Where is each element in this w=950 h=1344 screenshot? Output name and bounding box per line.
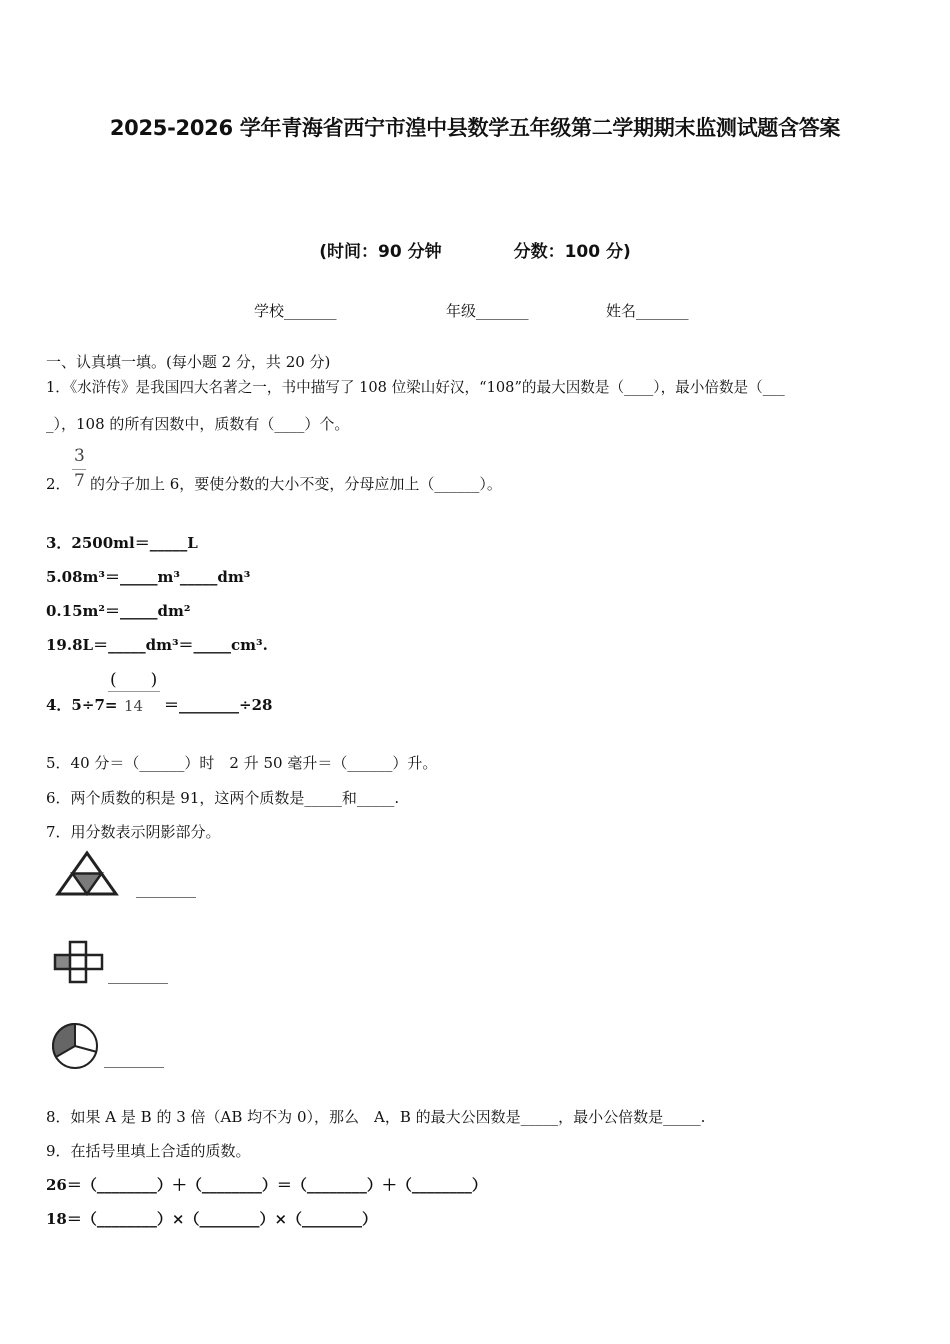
answer-blank-2: ________ bbox=[108, 966, 168, 984]
fraction-denominator: 14 bbox=[124, 697, 144, 715]
time-limit: (时间：90 分钟 bbox=[319, 242, 442, 262]
question-9: 9．在括号里填上合适的质数。 bbox=[46, 1142, 251, 1160]
total-score: 分数：100 分) bbox=[513, 242, 631, 262]
triangle-figure bbox=[54, 850, 120, 898]
question-1-line-1: 1．《水浒传》是我国四大名著之一，书中描写了 108 位梁山好汉，“108”的最大因数是（____），最小倍数是（___ bbox=[46, 379, 785, 396]
question-3-line-3: 0.15m²＝_____dm² bbox=[46, 602, 191, 620]
question-4-suffix: ＝________÷28 bbox=[164, 696, 273, 714]
school-field: 学校_______ bbox=[254, 302, 337, 320]
question-2-number: 2． bbox=[46, 475, 71, 493]
question-1-line-2: _），108 的所有因数中，质数有（____）个。 bbox=[46, 415, 350, 433]
question-9-line-2: 18＝（________）×（________）×（________） bbox=[46, 1210, 378, 1228]
grade-field: 年级_______ bbox=[446, 302, 529, 320]
question-3-line-2: 5.08m³＝_____m³_____dm³ bbox=[46, 568, 251, 586]
fraction-bar bbox=[108, 691, 160, 692]
page-title: 2025-2026 学年青海省西宁市湟中县数学五年级第二学期期末监测试题含答案 bbox=[109, 116, 841, 140]
name-field: 姓名_______ bbox=[606, 302, 689, 320]
cross-figure bbox=[53, 940, 105, 984]
question-7: 7．用分数表示阴影部分。 bbox=[46, 823, 221, 841]
question-5: 5．40 分＝（______）时 2 升 50 毫升＝（______）升。 bbox=[46, 754, 438, 772]
fraction-bar bbox=[72, 469, 86, 470]
section-heading: 一、认真填一填。(每小题 2 分，共 20 分) bbox=[46, 353, 331, 371]
fraction-denominator: 7 bbox=[74, 471, 85, 491]
exam-meta bbox=[0, 237, 950, 262]
circle-figure bbox=[50, 1022, 100, 1070]
question-9-line-1: 26＝（________）＋（________）＝（________）＋（________） bbox=[46, 1176, 487, 1194]
answer-blank-3: ________ bbox=[104, 1050, 164, 1068]
fraction-numerator-blank: ( ) bbox=[110, 670, 158, 690]
question-2-text: 的分子加上 6，要使分数的大小不变，分母应加上（______）。 bbox=[90, 475, 502, 493]
question-3-line-1: 3．2500ml＝_____L bbox=[46, 534, 198, 552]
answer-blank-1: ________ bbox=[136, 880, 196, 898]
question-4-prefix: 4．5÷7= bbox=[46, 696, 118, 714]
question-3-line-4: 19.8L＝_____dm³＝_____cm³. bbox=[46, 636, 268, 654]
question-6: 6．两个质数的积是 91，这两个质数是_____和_____. bbox=[46, 789, 400, 807]
fraction-numerator: 3 bbox=[74, 446, 85, 466]
question-8: 8．如果 A 是 B 的 3 倍（AB 均不为 0），那么 A，B 的最大公因数是_____，最小公倍数是_____. bbox=[46, 1108, 706, 1126]
